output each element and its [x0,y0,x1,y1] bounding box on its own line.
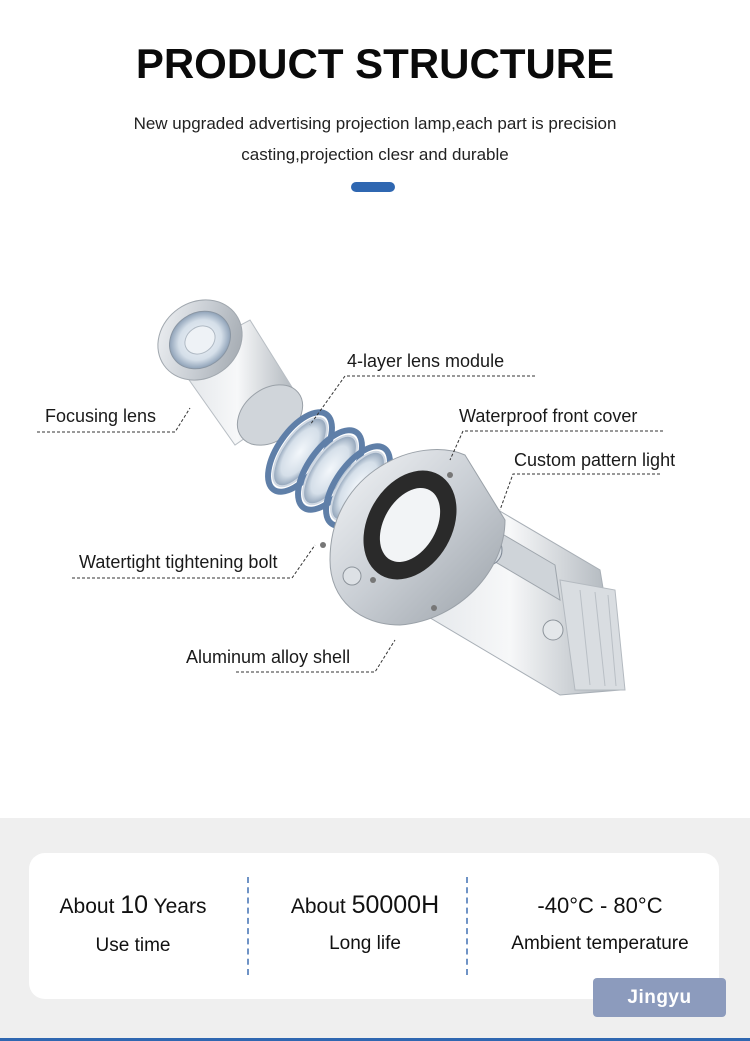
exploded-product-diagram [0,220,750,810]
stat-divider [466,877,468,975]
callout-front-cover: Waterproof front cover [459,406,638,426]
stat-use-time [29,853,237,999]
accent-bar [351,182,395,192]
stat-temperature-value: -40°C - 80°C [537,893,663,918]
stat-temperature-label: Ambient temperature [511,933,689,954]
brand-watermark: Jingyu [593,978,726,1017]
page-subtitle [100,108,650,170]
callout-pattern-light: Custom pattern light [514,450,676,470]
callout-tightening-bolt: Watertight tightening bolt [79,552,278,572]
stat-long-life-label: Long life [329,933,401,954]
callout-lens-module: 4-layer lens module [347,351,505,371]
callout-alloy-shell: Aluminum alloy shell [186,647,351,667]
stat-long-life [249,853,481,999]
stat-use-time-value: About 10 Years [59,891,207,919]
stat-use-time-label: Use time [95,935,171,956]
subtitle-line-1: New upgraded advertising projection lamp,each part is precision [133,114,617,133]
stat-long-life-value: About 50000H [290,891,440,919]
subtitle-line-2: casting,projection clesr and durable [241,145,509,164]
page-title: PRODUCT STRUCTURE [135,40,615,87]
callout-focusing-lens: Focusing lens [45,406,157,426]
product-illustration [0,220,750,810]
